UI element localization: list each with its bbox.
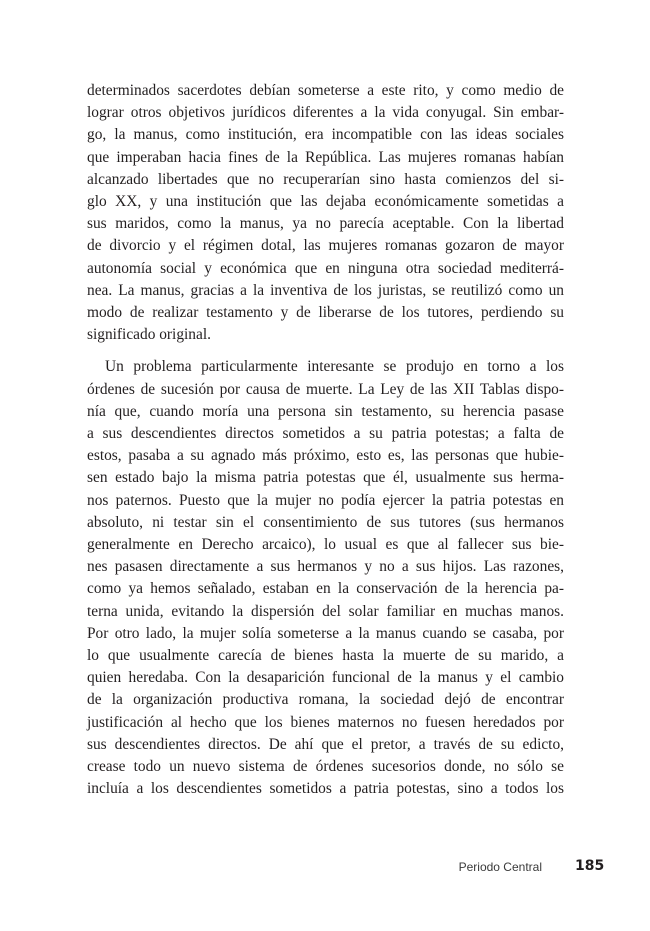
text-line: determinados sacerdotes debían someterse a este rito, y como medio de <box>87 82 564 99</box>
text-line: autonomía social y económica que en ninguna otra sociedad mediterrá- <box>87 259 564 277</box>
text-line: significado original. <box>87 326 211 344</box>
paragraph-1 <box>87 80 564 346</box>
text-line: modo de realizar testamento y de liberarse de los tutores, perdiendo su <box>87 304 564 322</box>
text-line: sen estado bajo la misma patria potestas que él, usualmente sus herma- <box>87 469 564 487</box>
text-line: justificación al hecho que los bienes maternos no fuesen heredados por <box>87 713 564 731</box>
text-line: estos, pasaba a su agnado más próximo, esto es, las personas que hubie- <box>87 447 564 465</box>
text-line: nea. La manus, gracias a la inventiva de los juristas, se reutilizó como un <box>87 281 564 299</box>
text-line: incluía a los descendientes sometidos a patria potestas, sino a todos los <box>87 780 564 798</box>
text-line: quien heredaba. Con la desaparición funcional de la manus y el cambio <box>87 669 564 687</box>
text-line: de divorcio y el régimen dotal, las mujeres romanas gozaron de mayor <box>87 237 564 255</box>
text-line: de la organización productiva romana, la sociedad dejó de encontrar <box>87 691 564 709</box>
text-line: Un problema particularmente interesante se produjo en torno a los <box>105 358 564 376</box>
text-line: glo XX, y una institución que las dejaba económicamente sometidas a <box>87 193 564 211</box>
text-line: alcanzado libertades que no recuperarían sino hasta comienzos del si- <box>87 170 564 188</box>
paragraph-2 <box>87 356 564 800</box>
text-line: absoluto, ni testar sin el consentimiento de sus tutores (sus hermanos <box>87 513 564 531</box>
text-line: que imperaban hacia fines de la República. Las mujeres romanas habían <box>87 148 564 166</box>
text-line: terna unida, evitando la dispersión del solar familiar en muchas manos. <box>87 602 564 620</box>
text-line: como ya hemos señalado, estaban en la conservación de la herencia pa- <box>87 580 564 598</box>
text-line: órdenes de sucesión por causa de muerte. La Ley de las XII Tablas dispo- <box>87 380 564 398</box>
text-line: nos paternos. Puesto que la mujer no podía ejercer la patria potestas en <box>87 491 564 509</box>
text-line: sus maridos, como la manus, ya no parecía aceptable. Con la libertad <box>87 215 564 233</box>
running-footer-title: Periodo Central <box>458 860 542 874</box>
text-line: a sus descendientes directos sometidos a su patria potestas; a falta de <box>87 425 564 443</box>
text-line: crease todo un nuevo sistema de órdenes sucesorios donde, no sólo se <box>87 758 564 776</box>
text-line: generalmente en Derecho arcaico), lo usual es que al fallecer sus bie- <box>87 536 564 554</box>
text-line: lograr otros objetivos jurídicos diferentes a la vida conyugal. Sin embar- <box>87 104 564 122</box>
text-line: lo que usualmente carecía de bienes hasta la muerte de su marido, a <box>87 647 564 665</box>
text-line: go, la manus, como institución, era incompatible con las ideas sociales <box>87 126 564 144</box>
text-line: nía que, cuando moría una persona sin testamento, su herencia pasase <box>87 402 564 420</box>
text-line: sus descendientes directos. De ahí que el pretor, a través de su edicto, <box>87 735 564 753</box>
page-footer <box>0 858 650 878</box>
body-text <box>87 80 564 801</box>
page-number: 185 <box>575 858 605 874</box>
text-line: nes pasasen directamente a sus hermanos y no a sus hijos. Las razones, <box>87 558 564 576</box>
text-line: Por otro lado, la mujer solía someterse a la manus cuando se casaba, por <box>87 624 564 642</box>
